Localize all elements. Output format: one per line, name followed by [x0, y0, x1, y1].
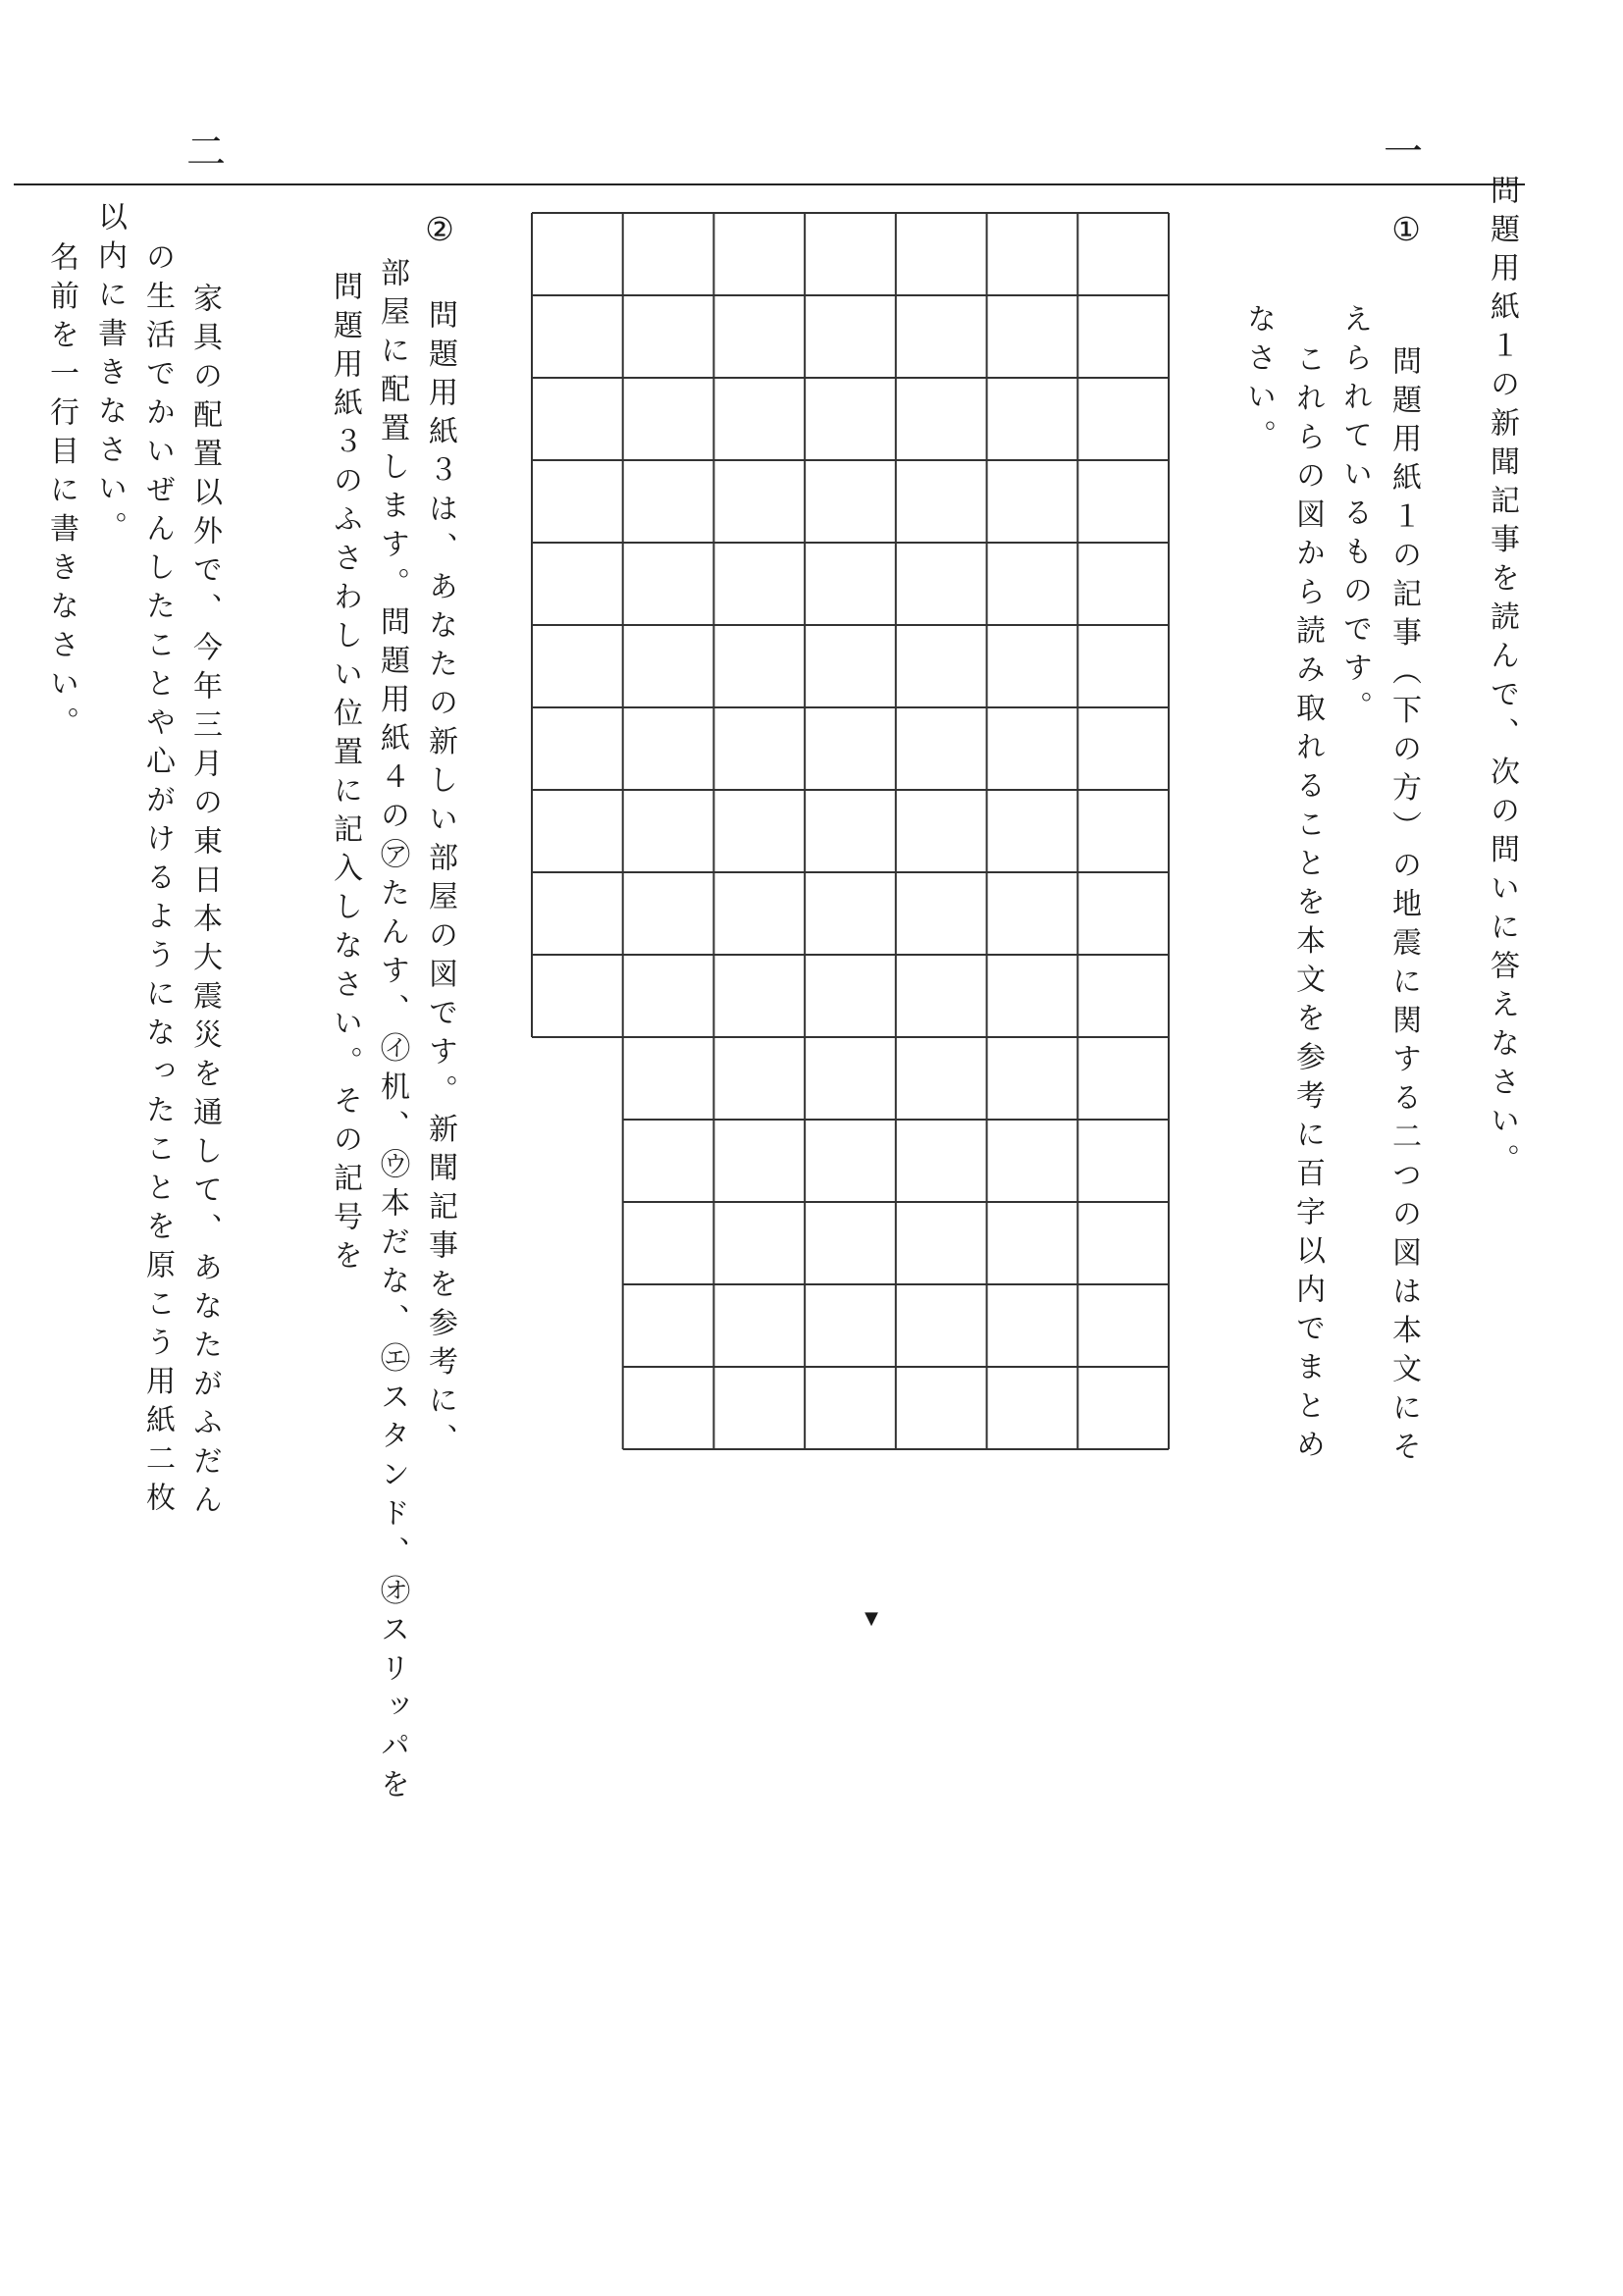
- page-marker: ▼: [864, 1608, 878, 1629]
- question-two-line-2: 部屋に配置します。問題用紙４の㋐たんす、㋑机、㋒本だな、㋓スタンド、㋔スリッパを: [375, 257, 409, 1807]
- section-one-number: 一: [1384, 130, 1423, 175]
- section-one-instruction: 問題用紙１の新聞記事を読んで、次の問いに答えなさい。: [1485, 175, 1519, 1182]
- question-one-line-3: これらの図から読み取れることを本文を参考に百字以内でまとめ: [1290, 343, 1325, 1468]
- section-two-line-4: 名前を一行目に書きなさい。: [44, 241, 79, 746]
- question-one-line-1: 問題用紙１の記事（下の方）の地震に関する二つの図は本文にそ: [1387, 345, 1421, 1470]
- question-two-number: ②: [425, 210, 454, 248]
- question-one-number: ①: [1391, 210, 1421, 248]
- question-two-line-1: 問題用紙３は、あなたの新しい部屋の図です。新聞記事を参考に、: [423, 299, 457, 1462]
- section-two-line-3: 以内に書きなさい。: [92, 201, 127, 550]
- question-one-line-2: えられているものです。: [1337, 303, 1372, 730]
- section-two-line-2: の生活でかいぜんしたことや心がけるようになったことを原こう用紙二枚: [140, 241, 175, 1521]
- section-two-line-1: 家具の配置以外で、今年三月の東日本大震災を通して、あなたがふだん: [187, 283, 222, 1523]
- section-two-number: 二: [186, 130, 226, 175]
- question-two-line-3: 問題用紙３のふさわしい位置に記入しなさい。その記号を: [328, 271, 362, 1278]
- question-one-line-4: なさい。: [1241, 303, 1276, 458]
